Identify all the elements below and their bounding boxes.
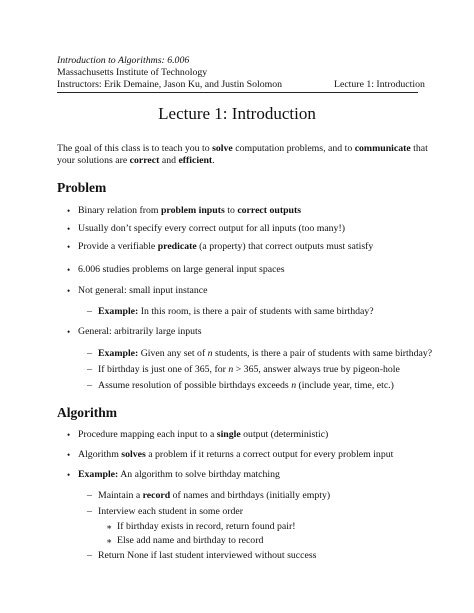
intro-line-2: your solutions are correct and efficient.	[57, 155, 215, 166]
dash-glyph: –	[87, 306, 92, 317]
algorithm-item-3-sub-2: Interview each student in some order	[98, 506, 243, 517]
bullet-glyph: •	[67, 327, 71, 337]
section-heading-problem: Problem	[57, 180, 107, 195]
section-heading-algorithm: Algorithm	[57, 405, 117, 420]
header-rule	[57, 92, 418, 93]
algorithm-item-3-sub-2-item-1: If birthday exists in record, return found pair!	[117, 521, 296, 532]
algorithm-item-2: Algorithm solves a problem if it returns a correct output for every problem input	[78, 449, 394, 460]
algorithm-item-3: Example: An algorithm to solve birthday matching	[78, 469, 280, 480]
algorithm-item-3-sub-1: Maintain a record of names and birthdays (initially empty)	[98, 490, 331, 501]
dash-glyph: –	[87, 506, 92, 517]
algorithm-item-1: Procedure mapping each input to a single output (deterministic)	[78, 429, 329, 440]
dash-glyph: –	[87, 550, 92, 561]
star-glyph: ∗	[106, 536, 113, 546]
problem-item-1: Binary relation from problem inputs to correct outputs	[78, 205, 302, 216]
problem-item-2: Usually don’t specify every correct output for all inputs (too many!)	[78, 223, 345, 234]
bullet-glyph: •	[67, 286, 71, 296]
dash-glyph: –	[87, 364, 92, 375]
page-title: Lecture 1: Introduction	[158, 104, 316, 123]
dash-glyph: –	[87, 380, 92, 391]
problem-item-5-sub-1: Example: In this room, is there a pair of students with same birthday?	[98, 306, 374, 317]
bullet-glyph: •	[67, 450, 71, 460]
bullet-glyph: •	[67, 470, 71, 480]
dash-glyph: –	[87, 348, 92, 359]
algorithm-item-3-sub-3: Return None if last student interviewed without success	[98, 550, 317, 561]
bullet-glyph: •	[67, 265, 71, 275]
course-title: Introduction to Algorithms: 6.006	[57, 55, 190, 66]
problem-item-5: Not general: small input instance	[78, 285, 208, 296]
problem-item-6: General: arbitrarily large inputs	[78, 326, 202, 337]
bullet-glyph: •	[67, 242, 71, 252]
problem-item-4: 6.006 studies problems on large general input spaces	[78, 264, 285, 275]
problem-item-6-sub-3: Assume resolution of possible birthdays exceeds n (include year, time, etc.)	[98, 380, 394, 391]
lecture-reference: Lecture 1: Introduction	[334, 79, 425, 90]
algorithm-item-3-sub-2-item-2: Else add name and birthday to record	[117, 535, 264, 546]
instructors: Instructors: Erik Demaine, Jason Ku, and Justin Solomon	[57, 79, 283, 90]
dash-glyph: –	[87, 490, 92, 501]
problem-item-6-sub-2: If birthday is just one of 365, for n > 365, answer always true by pigeon-hole	[98, 364, 400, 375]
bullet-glyph: •	[67, 430, 71, 440]
problem-item-3: Provide a verifiable predicate (a property) that correct outputs must satisfy	[78, 241, 374, 252]
star-glyph: ∗	[106, 522, 113, 532]
problem-item-6-sub-1: Example: Given any set of n students, is there a pair of students with same birthday?	[98, 348, 433, 359]
institution: Massachusetts Institute of Technology	[57, 67, 208, 78]
bullet-glyph: •	[67, 206, 71, 216]
intro-line-1: The goal of this class is to teach you to solve computation problems, and to communicate that	[57, 143, 428, 154]
bullet-glyph: •	[67, 224, 71, 234]
